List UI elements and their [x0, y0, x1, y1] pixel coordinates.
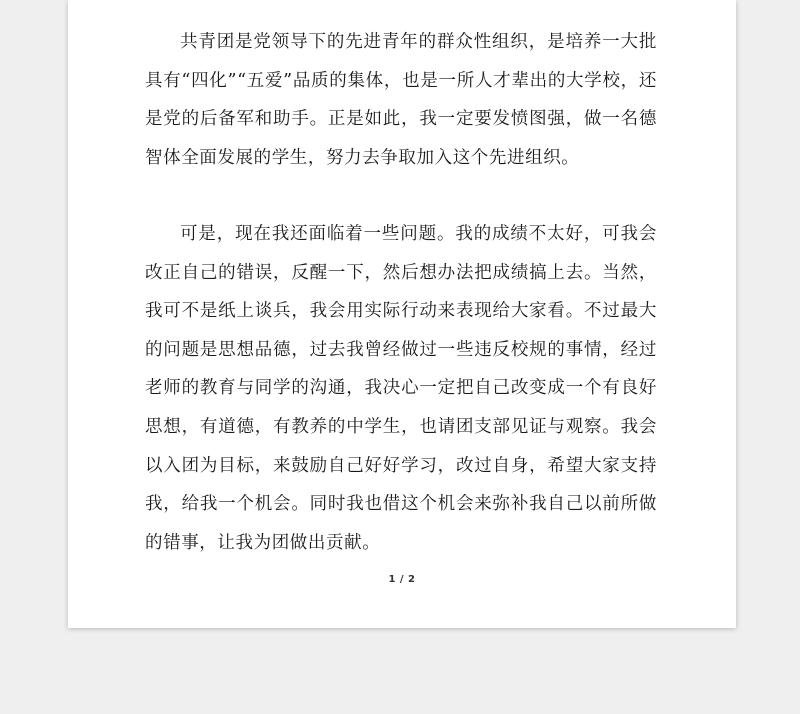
- document-page: [68, 0, 736, 628]
- page-number: 1 / 2: [388, 574, 416, 585]
- paragraph-2: 可是，现在我还面临着一些问题。我的成绩不太好，可我会改正自己的错误，反醒一下，然后想办法把成绩搞上去。当然，我可不是纸上谈兵，我会用实际行动来表现给大家看。不过最大的问题是思想品德，过去我曾经做过一些违反校规的事情，经过老师的教育与同学的沟通，我决心一定把自己改变成一个有良好思想，有道德，有教养的中学生，也请团支部见证与观察。我会以入团为目标，来鼓励自己好好学习，改过自身，希望大家支持我，给我一个机会。同时我也借这个机会来弥补我自己以前所做的错事，让我为团做出贡献。: [145, 224, 657, 553]
- paragraph-1: 共青团是党领导下的先进青年的群众性组织，是培养一大批具有“四化”“五爱”品质的集体，也是一所人才辈出的大学校，还是党的后备军和助手。正是如此，我一定要发愤图强，做一名德智体全面发展的学生，努力去争取加入这个先进组织。: [145, 32, 657, 168]
